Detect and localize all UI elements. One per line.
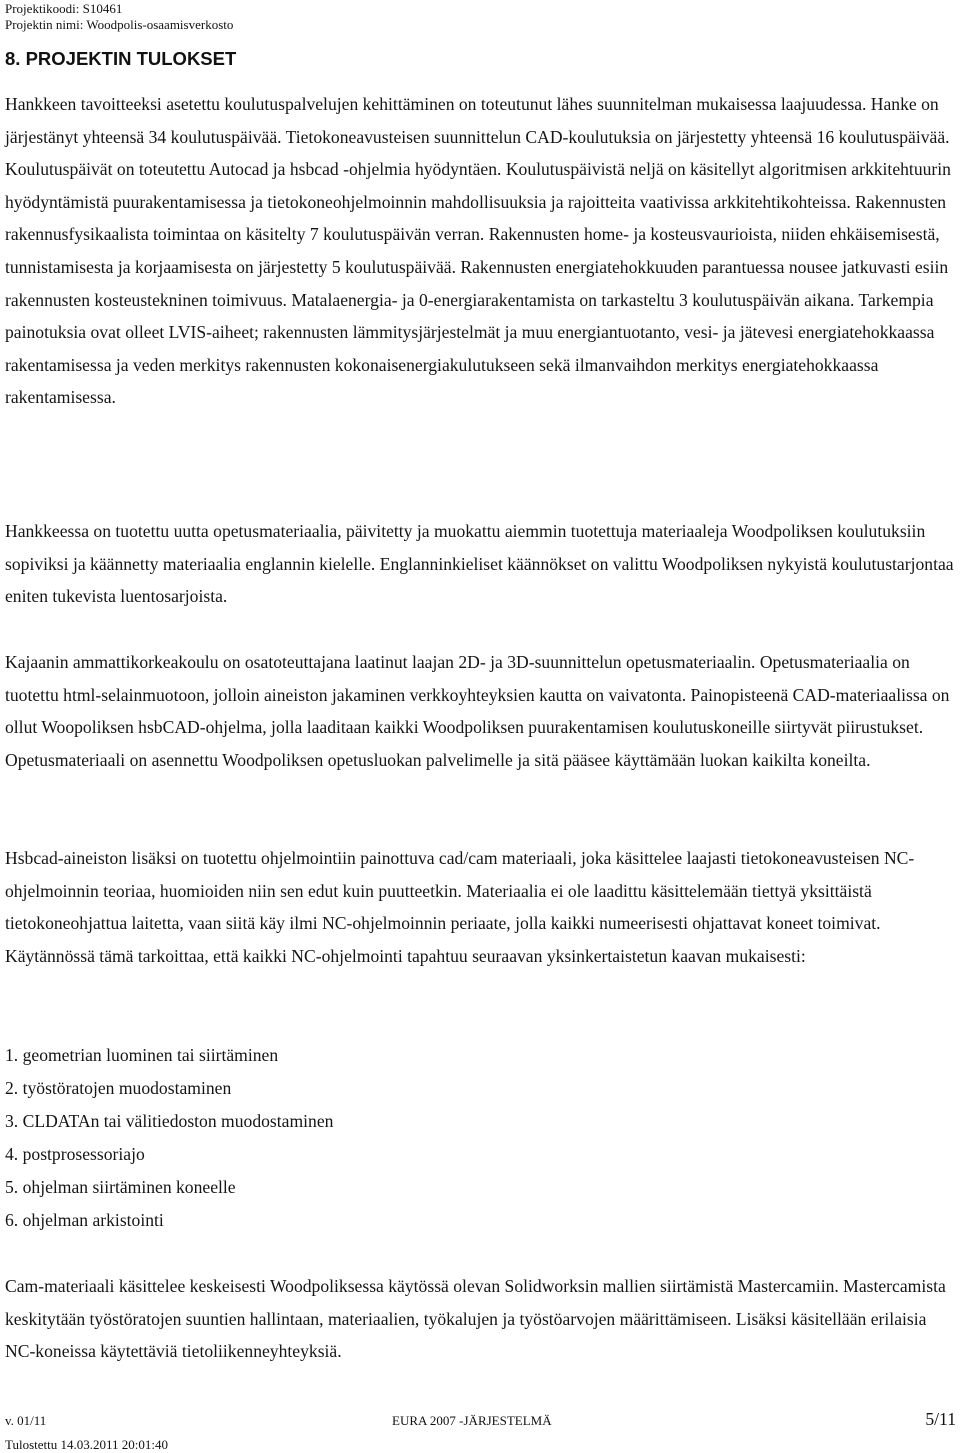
list-item: 4. postprosessoriajo xyxy=(5,1144,145,1164)
footer-system-name: EURA 2007 -JÄRJESTELMÄ xyxy=(392,1413,552,1428)
nc-steps-list xyxy=(5,1039,333,1237)
list-item: 3. CLDATAn tai välitiedoston muodostaminen xyxy=(5,1111,334,1131)
list-item: 2. työstöratojen muodostaminen xyxy=(5,1078,232,1098)
list-item: 1. geometrian luominen tai siirtäminen xyxy=(5,1045,279,1065)
paragraph-kajaani-materials: Kajaanin ammattikorkeakoulu on osatoteuttajana laatinut laajan 2D- ja 3D-suunnittelun opetusmateriaalin. Opetusmateriaalia on tuotettu html-selainmuotoon, jolloin aineiston jakaminen verkkoyhteyksien kautta on vaivatonta. Painopisteenä CAD-materiaalissa on ollut Woopoliksen hsbCAD-ohjelma, jolla laaditaan kaikki Woodpoliksen puurakentamisen koulutuskoneille siirtyvät piirustukset. Opetusmateriaali on asennettu Woodpoliksen opetusluokan palvelimelle ja sitä pääsee käyttämään luokan kaikilta koneilta. xyxy=(5,652,950,770)
paragraph-nc-programming: Hsbcad-aineiston lisäksi on tuotettu ohjelmointiin painottuva cad/cam materiaali, joka käsittelee laajasti tietokoneavusteisen NC-ohjelmoinnin teoriaa, huomioiden niin sen edut kuin puutteetkin. Materiaalia ei ole laadittu käsittelemään tiettyä yksittäistä tietokoneohjattua laitetta, vaan siitä käy ilmi NC-ohjelmoinnin periaate, jolla kaikki numeerisesti ohjattavat koneet toimivat. Käytännössä tämä tarkoittaa, että kaikki NC-ohjelmointi tapahtuu seuraavan yksinkertaistetun kaavan mukaisesti: xyxy=(5,848,915,966)
paragraph-cam-material: Cam-materiaali käsittelee keskeisesti Woodpoliksessa käytössä olevan Solidworksin mallien siirtämistä Mastercamiin. Mastercamista keskitytään työstöratojen suuntien hallintaan, materiaalien, työkalujen ja työstöarvojen määrittämiseen. Lisäksi käsitellään erilaisia NC-koneissa käytettäviä tietoliikenneyhteyksiä. xyxy=(5,1276,946,1362)
list-item: 5. ohjelman siirtäminen koneelle xyxy=(5,1177,236,1197)
project-code: Projektikoodi: S10461 xyxy=(5,1,123,16)
list-item: 6. ohjelman arkistointi xyxy=(5,1210,164,1230)
paragraph-training-days: Hankkeen tavoitteeksi asetettu koulutuspalvelujen kehittäminen on toteutunut lähes suunnitelman mukaisessa laajuudessa. Hanke on järjestänyt yhteensä 34 koulutuspäivää. Tietokoneavusteisen suunnittelun CAD-koulutuksia on järjestetty yhteensä 16 koulutuspäivää. Koulutuspäivät on toteutettu Autocad ja hsbcad -ohjelmia hyödyntäen. Koulutuspäivistä neljä on käsitellyt algoritmisen arkkitehtuurin hyödyntämistä puurakentamisessa ja tietokoneohjelmoinnin mahdollisuuksia ja rajoitteita vaativissa arkkitehtikohteissa. Rakennusten rakennusfysikaalista toimintaa on käsitelty 7 koulutuspäivän verran. Rakennusten home- ja kosteusvaurioista, niiden ehkäisemisestä, tunnistamisesta ja korjaamisesta on järjestetty 5 koulutuspäivää. Rakennusten energiatehokkuuden parantuessa nousee jatkuvasti esiin rakennusten kosteustekninen toimivuus. Matalaenergia- ja 0-energiarakentamista on tarkasteltu 3 koulutuspäivän aikana. Tarkempia painotuksia ovat olleet LVIS-aiheet; rakennusten lämmitysjärjestelmät ja muu energiantuotanto, vesi- ja jätevesi energiatehokkaassa rakentamisessa ja veden merkitys rakennusten kokonaisenergiakulutukseen sekä ilmanvaihdon merkitys energiatehokkaassa rakentamisessa. xyxy=(5,94,951,408)
footer-printed-timestamp: Tulostettu 14.03.2011 20:01:40 xyxy=(5,1437,169,1452)
section-heading: 8. PROJEKTIN TULOKSET xyxy=(5,48,237,69)
footer-version: v. 01/11 xyxy=(5,1413,47,1428)
paragraph-new-materials: Hankkeessa on tuotettu uutta opetusmateriaalia, päivitetty ja muokattu aiemmin tuotettuja materiaaleja Woodpoliksen koulutuksiin sopiviksi ja käännetty materiaalia englannin kielelle. Englanninkieliset käännökset on valittu Woodpoliksen nykyistä koulutustarjontaa eniten tukevista luentosarjoista. xyxy=(5,521,954,607)
project-name: Projektin nimi: Woodpolis-osaamisverkosto xyxy=(5,17,234,32)
page-number: 5/11 xyxy=(925,1409,956,1429)
